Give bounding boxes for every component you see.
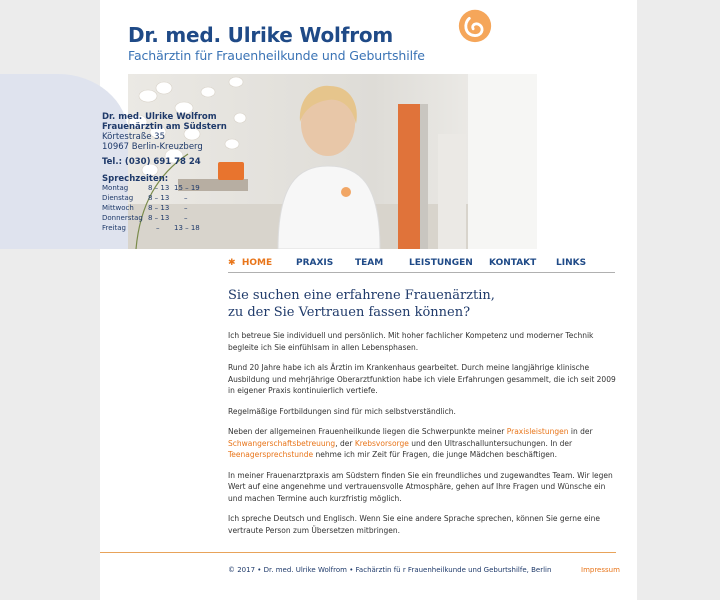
hours-morning: 8 – 13 (148, 184, 170, 192)
text: Neben der allgemeinen Frauenheilkunde liegen die Schwerpunkte meiner (228, 427, 507, 436)
main-content (228, 330, 618, 545)
paragraph: Ich betreue Sie individuell und persönlich. Mit hoher fachlicher Kompetenz und moderner Technik begleite ich Sie einfühlsam in allen Lebensphasen. (228, 331, 594, 352)
heading-line-2: zu der Sie Vertrauen fassen können? (228, 305, 471, 320)
nav-marker-icon: ✱ (228, 258, 236, 268)
hours-day: Montag (102, 184, 129, 192)
text: in der (568, 427, 593, 436)
link-schwangerschaftsbetreuung[interactable]: Schwangerschaftsbetreuung (228, 438, 336, 448)
hours-morning: 8 – 13 (148, 214, 170, 222)
text: nehme ich mir Zeit für Fragen, die junge Mädchen beschäftigen. (313, 450, 557, 459)
page-heading (228, 287, 495, 321)
paragraph: Rund 20 Jahre habe ich als Ärztin im Krankenhaus gearbeitet. Durch meine langjährige klinische Ausbildung und mehrjährige Oberarztfunktion habe ich viele Erfahrungen gesammelt, die ich seit 2009 in eigener Praxis kontinuierlich vertiefe. (228, 363, 616, 395)
hours-afternoon: – (184, 204, 188, 212)
hours-afternoon: 15 – 19 (174, 184, 200, 192)
hours-morning: 8 – 13 (148, 204, 170, 212)
hours-day: Donnerstag (102, 214, 143, 222)
site-title[interactable]: Dr. med. Ulrike Wolfrom (128, 23, 394, 47)
footer-copyright: © 2017 • Dr. med. Ulrike Wolfrom • Fachärztin fü r Frauenheilkunde und Geburtshilfe, Berlin (228, 566, 552, 574)
nav-leistungen[interactable]: LEISTUNGEN (409, 258, 473, 268)
nav-kontakt[interactable]: KONTAKT (489, 258, 537, 268)
hours-afternoon: – (184, 194, 188, 202)
contact-city: 10967 Berlin-Kreuzberg (102, 142, 203, 152)
link-krebsvorsorge[interactable]: Krebsvorsorge (354, 438, 409, 448)
hours-day: Dienstag (102, 194, 134, 202)
hours-afternoon: – (184, 214, 188, 222)
hours-afternoon: 13 – 18 (174, 224, 200, 232)
nav-links[interactable]: LINKS (556, 258, 587, 268)
paragraph: Ich spreche Deutsch und Englisch. Wenn Sie eine andere Sprache sprechen, können Sie gerne eine vertraute Person zum Übersetzen mitbringen. (228, 514, 601, 535)
hours-morning: 8 – 13 (148, 194, 170, 202)
hours-morning: – (156, 224, 160, 232)
text: und den Ultraschalluntersuchungen. In der (408, 438, 573, 448)
spiral-logo-icon (456, 6, 494, 44)
nav-home-label: HOME (241, 258, 273, 268)
nav-team[interactable]: TEAM (355, 258, 384, 268)
contact-name: Dr. med. Ulrike Wolfrom (102, 112, 217, 122)
footer-divider (100, 552, 616, 553)
link-teenagersprechstunde[interactable]: Teenagersprechstunde (228, 450, 314, 459)
nav-home[interactable] (228, 258, 272, 268)
impressum-link[interactable]: Impressum (581, 566, 620, 574)
link-praxisleistungen[interactable]: Praxisleistungen (506, 427, 569, 436)
hours-heading: Sprechzeiten: (102, 174, 169, 184)
paragraph: Regelmäßige Fortbildungen sind für mich selbstverständlich. (228, 406, 456, 416)
contact-street: Körtestraße 35 (102, 132, 165, 142)
contact-practice: Frauenärztin am Südstern (102, 122, 227, 132)
paragraph-services (228, 426, 618, 461)
main-nav (228, 258, 615, 273)
hours-day: Freitag (102, 224, 126, 232)
paragraph: In meiner Frauenarztpraxis am Südstern finden Sie ein freundliches und zugewandtes Team. Wir legen Wert auf eine angenehme und vertrauensvolle Atmosphäre, gehen auf Ihre Fragen und Wünsche ein und machen Termine auch kurzfristig möglich. (228, 470, 613, 503)
nav-praxis[interactable]: PRAXIS (296, 258, 334, 268)
contact-phone[interactable]: Tel.: (030) 691 78 24 (102, 157, 201, 167)
site-subtitle: Fachärztin für Frauenheilkunde und Geburtshilfe (128, 48, 425, 63)
text: , der (335, 438, 355, 448)
hours-day: Mittwoch (102, 204, 134, 212)
heading-line-1: Sie suchen eine erfahrene Frauenärztin, (228, 288, 495, 303)
